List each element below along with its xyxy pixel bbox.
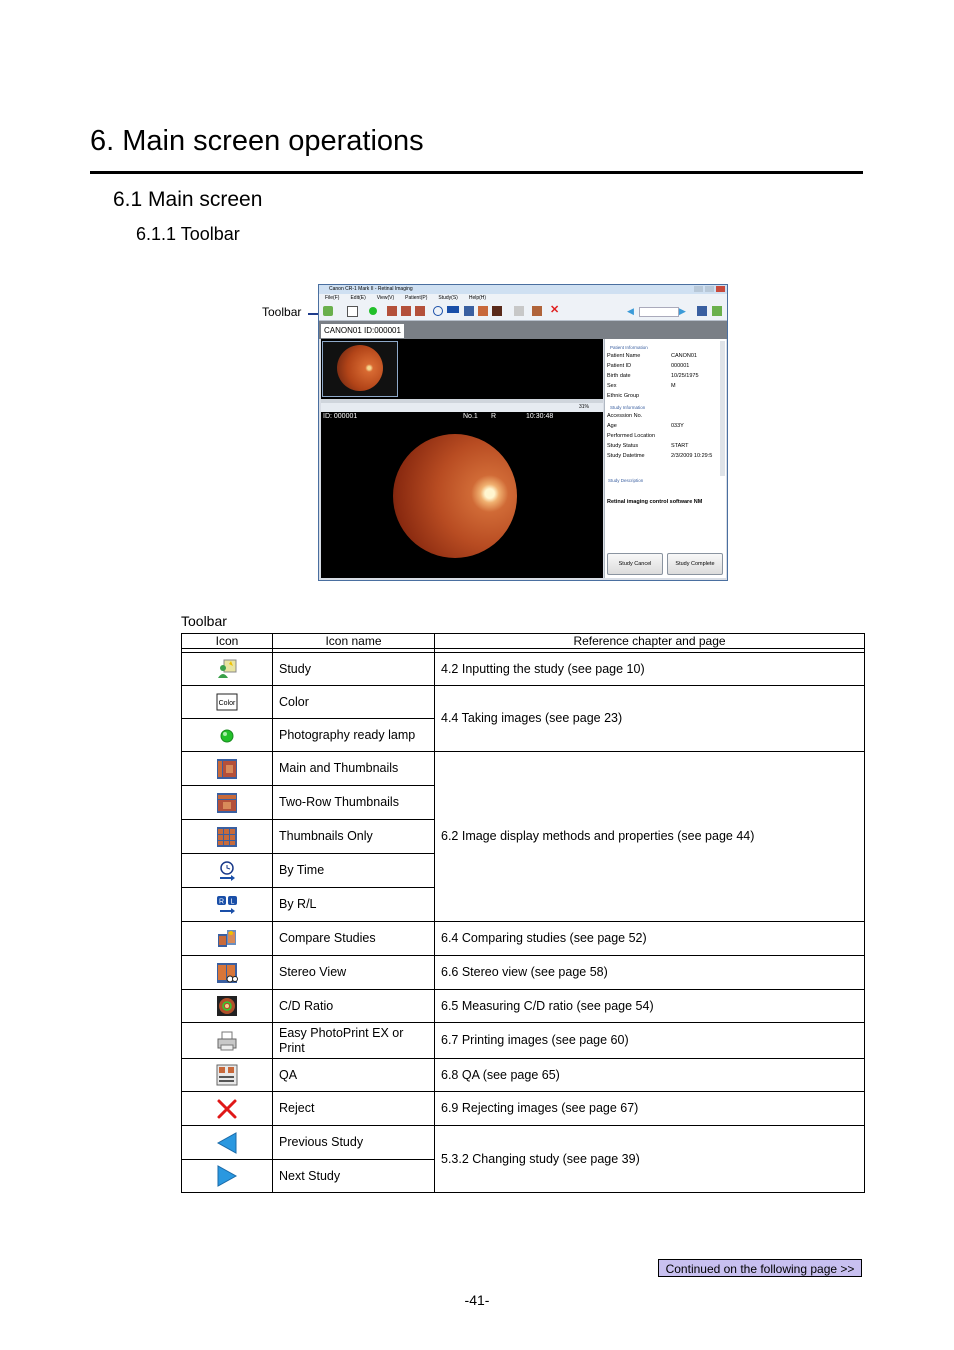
- compare-studies-icon: [216, 928, 238, 950]
- info-key: Sex: [607, 383, 617, 389]
- reject-icon: [216, 1098, 238, 1120]
- color-icon: [347, 306, 358, 317]
- info-value: START: [671, 443, 689, 449]
- main-image-time: 10:30:48: [526, 413, 554, 420]
- thumbnail-area: [321, 339, 603, 399]
- color-icon: [216, 691, 238, 713]
- icon-name: Color: [273, 686, 435, 719]
- icon-name: By Time: [273, 854, 435, 888]
- info-value: CANON01: [671, 353, 697, 359]
- info-value: 10/25/1975: [671, 373, 699, 379]
- info-key: Ethnic Group: [607, 393, 640, 399]
- info-key: Study Status: [607, 443, 639, 449]
- menu-view: View(V): [376, 295, 395, 301]
- cd-ratio-icon: [492, 306, 502, 316]
- icon-name: Thumbnails Only: [273, 820, 435, 854]
- section-heading: 6.1 Main screen: [113, 188, 263, 211]
- previous-study-icon: [216, 1132, 238, 1154]
- svg-text:R: R: [218, 898, 225, 905]
- reference: 6.4 Comparing studies (see page 52): [435, 922, 865, 956]
- icon-name: Study: [273, 653, 435, 686]
- reference: 6.2 Image display methods and properties (see page 44): [435, 752, 865, 922]
- menu-file: File(F): [325, 295, 340, 301]
- page-number: -41-: [464, 1292, 490, 1308]
- icon-name: Reject: [273, 1092, 435, 1126]
- info-key: Study Datetime: [607, 453, 645, 459]
- study-info-section: Study Information: [610, 405, 646, 410]
- study-icon-right: [712, 306, 722, 316]
- patient-icon: [697, 306, 707, 316]
- main-thumbnails-icon: [216, 758, 238, 780]
- cd-ratio-icon: [216, 995, 238, 1017]
- icon-name: Main and Thumbnails: [273, 752, 435, 786]
- reject-icon: ✕: [550, 304, 560, 316]
- study-cancel-button: Study Cancel: [607, 553, 663, 575]
- info-key: Patient Name: [607, 353, 641, 359]
- qa-icon: [532, 306, 542, 316]
- icon-name: Easy PhotoPrint EX or Print: [273, 1023, 435, 1059]
- reference: 6.5 Measuring C/D ratio (see page 54): [435, 990, 865, 1023]
- next-study-icon: [216, 1165, 238, 1187]
- study-description: Retinal imaging control software NM: [607, 499, 703, 505]
- maximize-icon: [705, 286, 714, 292]
- menu-study: Study(S): [438, 295, 458, 301]
- main-image-number: No.1: [463, 413, 478, 420]
- study-selector: [639, 307, 679, 317]
- reference: 6.6 Stereo view (see page 58): [435, 956, 865, 990]
- study-icon: [323, 306, 333, 316]
- continued-note: Continued on the following page >>: [658, 1259, 862, 1277]
- icon-name: Two-Row Thumbnails: [273, 786, 435, 820]
- zoom-level: 31%: [578, 404, 589, 410]
- reference: 4.2 Inputting the study (see page 10): [435, 653, 865, 686]
- menu-help: Help(H): [468, 295, 487, 301]
- svg-text:Color: Color: [218, 700, 236, 707]
- tab-strip: [319, 321, 727, 339]
- window-title: Canon CR-1 Mark II - Retinal Imaging: [329, 286, 413, 292]
- info-value: 033Y: [671, 423, 684, 429]
- menu-bar: [319, 294, 727, 303]
- next-study-icon: ▶: [679, 306, 686, 316]
- window-titlebar: [319, 285, 727, 294]
- title-rule: [90, 171, 863, 174]
- fundus-image: [393, 434, 517, 558]
- icon-name: By R/L: [273, 888, 435, 922]
- icon-name: C/D Ratio: [273, 990, 435, 1023]
- stereo-view-icon: [478, 306, 488, 316]
- study-description-section: Study Description: [608, 478, 644, 483]
- toolbar-callout-label: Toolbar: [262, 305, 302, 319]
- view-toolbar: [321, 403, 603, 412]
- svg-text:L: L: [230, 898, 235, 905]
- info-panel: [604, 339, 726, 578]
- ready-lamp-icon: [369, 307, 377, 315]
- reference: 5.3.2 Changing study (see page 39): [435, 1126, 865, 1193]
- patient-info-section: Patient Information: [610, 345, 648, 350]
- page-title: 6. Main screen operations: [90, 125, 424, 157]
- toolbar-strip: [319, 303, 727, 321]
- icon-name: Next Study: [273, 1160, 435, 1193]
- by-rl-icon: [216, 894, 238, 916]
- main-thumbnails-icon: [387, 306, 397, 316]
- icon-name: Previous Study: [273, 1126, 435, 1160]
- header-icon: Icon: [182, 634, 273, 649]
- reference: 6.8 QA (see page 65): [435, 1059, 865, 1092]
- main-image-id: ID: 000001: [323, 413, 358, 420]
- toolbar-reference-table: [181, 633, 865, 1193]
- main-image-area: [321, 412, 603, 578]
- info-key: Accession No.: [607, 413, 643, 419]
- table-caption: Toolbar: [181, 613, 227, 629]
- thumbnails-only-icon: [216, 826, 238, 848]
- two-row-thumbnails-icon: [216, 792, 238, 814]
- info-value: 000001: [671, 363, 690, 369]
- main-image-side: R: [491, 413, 497, 420]
- fundus-thumbnail: [337, 345, 383, 391]
- icon-name: Compare Studies: [273, 922, 435, 956]
- close-icon: [716, 286, 725, 292]
- previous-study-icon: ◀: [627, 306, 634, 316]
- print-icon: [216, 1030, 238, 1052]
- icon-name: QA: [273, 1059, 435, 1092]
- subsection-heading: 6.1.1 Toolbar: [136, 224, 240, 244]
- study-complete-button: Study Complete: [667, 553, 723, 575]
- icon-name: Photography ready lamp: [273, 719, 435, 752]
- ready-lamp-icon: [216, 724, 238, 746]
- minimize-icon: [694, 286, 703, 292]
- two-row-thumbnails-icon: [401, 306, 411, 316]
- info-value: 2/3/2009 10:29:5: [671, 453, 713, 459]
- print-icon: [514, 306, 524, 316]
- by-time-icon: [216, 860, 238, 882]
- info-value: M: [671, 383, 676, 389]
- by-time-icon: [433, 306, 443, 316]
- study-icon: [216, 658, 238, 680]
- info-key: Performed Location: [607, 433, 655, 439]
- menu-patient: Patient(P): [405, 295, 428, 301]
- screenshot-figure: [318, 284, 728, 581]
- header-icon-name: Icon name: [273, 634, 435, 649]
- info-key: Birth date: [607, 373, 631, 379]
- tab-patient: CANON01 ID:000001: [321, 324, 404, 338]
- info-scrollbar: [720, 341, 725, 476]
- thumbnail-image: [322, 341, 398, 397]
- reference: 4.4 Taking images (see page 23): [435, 686, 865, 752]
- reference: 6.7 Printing images (see page 60): [435, 1023, 865, 1059]
- qa-icon: [216, 1064, 238, 1086]
- info-key: Patient ID: [607, 363, 632, 369]
- stereo-view-icon: [216, 962, 238, 984]
- menu-edit: Edit(E): [350, 295, 366, 301]
- header-reference: Reference chapter and page: [435, 634, 865, 649]
- compare-studies-icon: [464, 306, 474, 316]
- reference: 6.9 Rejecting images (see page 67): [435, 1092, 865, 1126]
- thumbnails-only-icon: [415, 306, 425, 316]
- icon-name: Stereo View: [273, 956, 435, 990]
- info-key: Age: [607, 423, 617, 429]
- by-rl-icon: [447, 306, 459, 313]
